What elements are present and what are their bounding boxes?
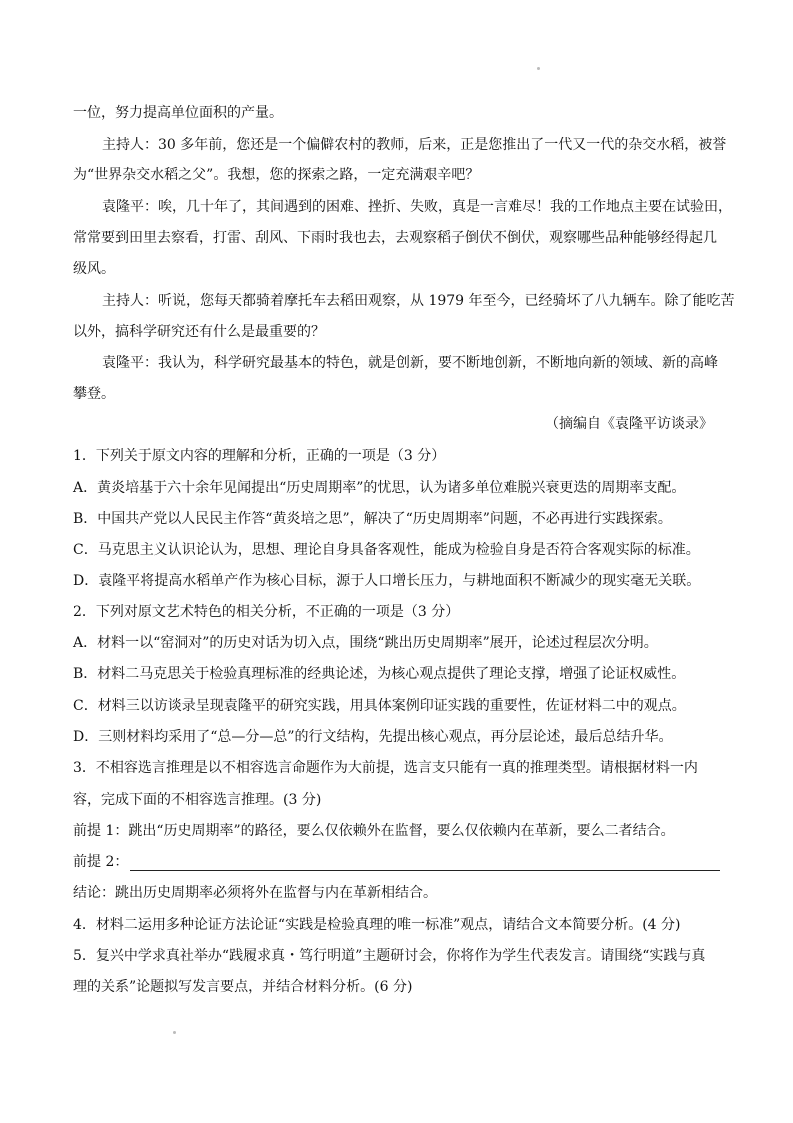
premise-2-answer-blank[interactable] xyxy=(130,856,720,871)
question-2-option-b: B．材料二马克思关于检验真理标准的经典论述，为核心观点提供了理论支撑，增强了论证权威性。 xyxy=(73,666,686,682)
paragraph-line: 一位，努力提高单位面积的产量。 xyxy=(73,105,283,121)
yuan-answer-1-cont: 级风。 xyxy=(73,261,115,277)
scan-speck xyxy=(173,1031,176,1034)
host-question-1: 主持人：30 多年前，您还是一个偏僻农村的教师，后来，正是您推出了一代又一代的杂交水稻，被誉 xyxy=(102,137,727,153)
host-question-1-cont: 为“世界杂交水稻之父”。我想，您的探索之路，一定充满艰辛吧？ xyxy=(73,167,480,183)
conclusion: 结论：跳出历史周期率必须将外在监督与内在革新相结合。 xyxy=(73,885,437,901)
question-3-cont: 容，完成下面的不相容选言推理。(3 分) xyxy=(73,792,322,808)
scan-speck xyxy=(537,67,540,70)
premise-1: 前提 1：跳出“历史周期率”的路径，要么仅依赖外在监督，要么仅依赖内在革新，要么二者结合。 xyxy=(73,823,675,839)
question-3: 3．不相容选言推理是以不相容选言命题作为大前提，选言支只能有一真的推理类型。请根据材料一内 xyxy=(73,760,698,776)
source-citation: （摘编自《袁隆平访谈录》 xyxy=(545,416,713,432)
yuan-answer-2: 袁隆平：我认为，科学研究最基本的特色，就是创新，要不断地创新，不断地向新的领域、新的高峰 xyxy=(102,355,718,371)
question-1-option-b: B．中国共产党以人民民主作答“黄炎培之思”，解决了“历史周期率”问题，不必再进行实践探索。 xyxy=(73,511,672,527)
host-question-2: 主持人：听说，您每天都骑着摩托车去稻田观察，从 1979 年至今，已经骑坏了八九辆车。除了能吃苦 xyxy=(102,293,735,309)
question-2-option-c: C．材料三以访谈录呈现袁隆平的研究实践，用具体案例印证实践的重要性，佐证材料二中的观点。 xyxy=(73,698,686,714)
question-4: 4．材料二运用多种论证方法论证“实践是检验真理的唯一标准”观点，请结合文本简要分析。(4 分) xyxy=(73,917,681,933)
yuan-answer-1-cont: 常常要到田里去察看，打雷、刮风、下雨时我也去，去观察稻子倒伏不倒伏，观察哪些品种能够经得起几 xyxy=(73,230,717,246)
premise-2-label: 前提 2： xyxy=(73,854,129,870)
question-1: 1．下列关于原文内容的理解和分析，正确的一项是（3 分） xyxy=(73,448,446,464)
question-1-option-c: C．马克思主义认识论认为，思想、理论自身具备客观性，能成为检验自身是否符合客观实际的标准。 xyxy=(73,542,700,558)
question-1-option-d: D．袁隆平将提高水稻单产作为核心目标，源于人口增长压力，与耕地面积不断减少的现实毫无关联。 xyxy=(73,573,701,589)
host-question-2-cont: 以外，搞科学研究还有什么是最重要的？ xyxy=(73,324,325,340)
question-2-option-a: A．材料一以“窑洞对”的历史对话为切入点，围绕“跳出历史周期率”展开，论述过程层次分明。 xyxy=(73,635,658,651)
question-2-option-d: D．三则材料均采用了“总—分—总”的行文结构，先提出核心观点，再分层论述，最后总结升华。 xyxy=(73,729,673,745)
question-2: 2．下列对原文艺术特色的相关分析，不正确的一项是（3 分） xyxy=(73,604,460,620)
question-5-cont: 理的关系”论题拟写发言要点，并结合材料分析。(6 分) xyxy=(73,979,413,995)
premise-2 xyxy=(73,853,721,871)
question-1-option-a: A．黄炎培基于六十余年见闻提出“历史周期率”的忧思，认为诸多单位难脱兴衰更迭的周期率支配。 xyxy=(73,480,686,496)
question-5: 5．复兴中学求真社举办“践履求真・笃行明道”主题研讨会，你将作为学生代表发言。请围绕“实践与真 xyxy=(73,948,706,964)
yuan-answer-2-cont: 攀登。 xyxy=(73,386,115,402)
yuan-answer-1: 袁隆平：唉，几十年了，其间遇到的困难、挫折、失败，真是一言难尽！我的工作地点主要在试验田， xyxy=(102,199,732,215)
